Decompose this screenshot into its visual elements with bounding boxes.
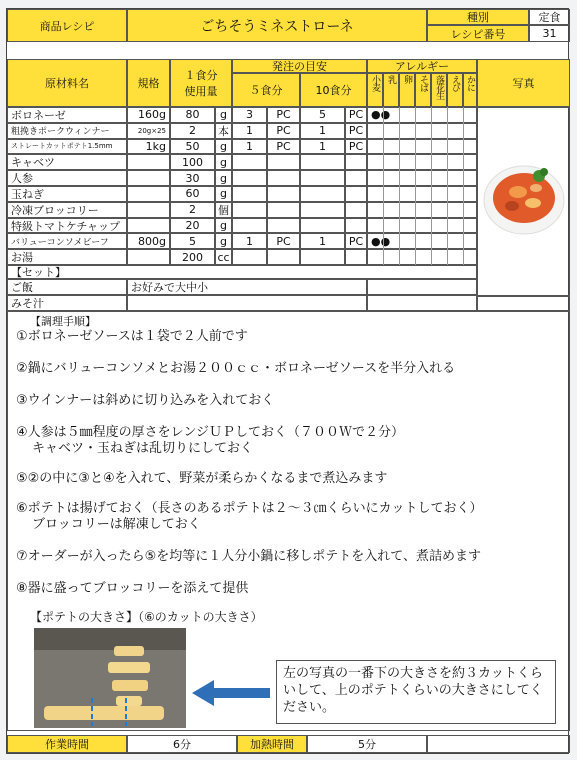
cell-name: 粗挽きポークウィンナー — [7, 123, 127, 139]
step-8: ⑧器に盛ってブロッコリーを添えて提供 — [16, 581, 249, 596]
cell-u10: PC — [345, 139, 367, 155]
ingredient-row — [7, 123, 477, 139]
allergen-col-4 — [431, 73, 447, 107]
cell-u5: PC — [267, 123, 300, 139]
cell-spec — [127, 249, 170, 265]
cell-o5 — [232, 218, 267, 234]
recipe-no-label: レシピ番号 — [427, 25, 529, 42]
cell-u10 — [345, 170, 367, 186]
cell-spec: 1kg — [127, 139, 170, 155]
cell-unit: 本 — [215, 123, 232, 139]
step-1: ①ボロネーゼソースは１袋で２人前です — [16, 329, 248, 344]
cell-allergy — [367, 139, 477, 155]
allergen-col-6 — [463, 73, 477, 107]
cell-qty: 2 — [170, 202, 215, 218]
cell-allergy — [367, 170, 477, 186]
cell-o10 — [300, 186, 345, 202]
cell-u10 — [345, 218, 367, 234]
heat-time-value: 5分 — [307, 735, 427, 753]
cell-allergy — [367, 218, 477, 234]
cell-o5 — [232, 202, 267, 218]
cell-allergy: ●● — [367, 233, 477, 249]
cell-name: 冷凍ブロッコリー — [7, 202, 127, 218]
cell-spec — [127, 186, 170, 202]
cell-allergy: ●● — [367, 107, 477, 123]
set-rice: ご飯 — [7, 279, 127, 295]
cell-qty: 200 — [170, 249, 215, 265]
type-label: 種別 — [427, 9, 529, 25]
heat-time-label: 加熱時間 — [237, 735, 307, 753]
cell-spec: 160g — [127, 107, 170, 123]
cell-spec — [127, 202, 170, 218]
cell-u5 — [267, 202, 300, 218]
potato-photo — [34, 628, 186, 728]
type-value: 定食 — [529, 9, 570, 25]
cell-o5: 1 — [232, 233, 267, 249]
cell-u5: PC — [267, 107, 300, 123]
step-5: ⑤②の中に③と④を入れて、野菜が柔らかくなるまで煮込みます — [16, 471, 388, 486]
cell-u10: PC — [345, 123, 367, 139]
ingredient-row — [7, 154, 477, 170]
potato-heading: 【ポテトの大きさ】（⑥のカットの大きさ） — [30, 610, 263, 624]
step-3: ③ウインナーは斜めに切り込みを入れておく — [16, 393, 275, 408]
cell-unit: g — [215, 170, 232, 186]
cell-unit: 個 — [215, 202, 232, 218]
cell-allergy — [367, 202, 477, 218]
col-ingredient: 原材料名 — [7, 59, 127, 107]
cell-o10: 1 — [300, 139, 345, 155]
potato-note: 左の写真の一番下の大きさを約３カットくらいして、上のポテトくらいの大きさにしてください。 — [276, 660, 556, 724]
cell-qty: 2 — [170, 123, 215, 139]
cell-unit: g — [215, 218, 232, 234]
cell-o5 — [232, 170, 267, 186]
allergen-col-0 — [367, 73, 383, 107]
step-6: ⑥ポテトは揚げておく（長さのあるポテトは２～３㎝くらいにカットしておく） — [16, 501, 483, 516]
recipe-title: ごちそうミネストローネ — [127, 9, 427, 42]
cell-spec — [127, 154, 170, 170]
recipe-no-value: 31 — [529, 25, 570, 42]
cell-allergy — [367, 249, 477, 265]
cell-o10 — [300, 249, 345, 265]
dish-photo-cell — [477, 107, 570, 297]
category-label: 商品レシピ — [7, 9, 127, 42]
allergen-label: えび — [450, 75, 460, 91]
ingredient-row — [7, 170, 477, 186]
cell-unit: g — [215, 233, 232, 249]
cell-o5 — [232, 249, 267, 265]
cell-u5 — [267, 249, 300, 265]
cell-o10 — [300, 202, 345, 218]
ingredient-row — [7, 139, 477, 155]
cell-unit: g — [215, 186, 232, 202]
cell-o10 — [300, 170, 345, 186]
cell-u10: PC — [345, 107, 367, 123]
set-miso: みそ汁 — [7, 295, 127, 311]
cell-o5: 3 — [232, 107, 267, 123]
cell-name: 玉ねぎ — [7, 186, 127, 202]
col-photo: 写真 — [477, 59, 570, 107]
cell-u10: PC — [345, 233, 367, 249]
col-per-serving: １食分 使用量 — [170, 59, 232, 107]
cell-spec: 800g — [127, 233, 170, 249]
cell-u5 — [267, 218, 300, 234]
cell-u5 — [267, 170, 300, 186]
cell-u5 — [267, 154, 300, 170]
cell-o10 — [300, 154, 345, 170]
allergen-label: 小麦 — [370, 75, 380, 91]
cell-u10 — [345, 154, 367, 170]
ingredient-row — [7, 249, 477, 265]
cell-spec: 20g×25 — [127, 123, 170, 139]
allergen-label: かに — [465, 75, 475, 91]
cell-spec — [127, 170, 170, 186]
cell-name: 特級トマトケチャップ — [7, 218, 127, 234]
cell-o5 — [232, 186, 267, 202]
cell-qty: 60 — [170, 186, 215, 202]
allergen-label: 卵 — [402, 75, 412, 83]
cell-o5: 1 — [232, 139, 267, 155]
dish-photo — [478, 108, 569, 296]
cell-qty: 30 — [170, 170, 215, 186]
set-heading: 【セット】 — [7, 265, 477, 279]
set-miso-blank — [127, 295, 367, 311]
footer-blank — [427, 735, 570, 753]
cell-qty: 100 — [170, 154, 215, 170]
cell-name: ストレートカットポテト1.5mm — [7, 139, 127, 155]
cell-u10 — [345, 186, 367, 202]
cell-name: キャベツ — [7, 154, 127, 170]
ingredient-row — [7, 186, 477, 202]
recipe-sheet — [6, 8, 569, 754]
col-ten: 10食分 — [300, 73, 367, 107]
cell-qty: 80 — [170, 107, 215, 123]
cell-o10: 1 — [300, 233, 345, 249]
cell-u5: PC — [267, 139, 300, 155]
cell-u5 — [267, 186, 300, 202]
allergen-label: 乳 — [386, 75, 396, 83]
step-4: ④人参は５㎜程度の厚さをレンジＵＰしておく（７００Ｗで２分） — [16, 425, 405, 440]
work-time-value: 6分 — [127, 735, 237, 753]
cell-qty: 50 — [170, 139, 215, 155]
cell-spec — [127, 218, 170, 234]
step-6-sub: ブロッコリーは解凍しておく — [32, 517, 201, 532]
cell-qty: 5 — [170, 233, 215, 249]
set-photo-blank — [477, 295, 570, 311]
cell-qty: 20 — [170, 218, 215, 234]
col-allergy: アレルギー — [367, 59, 477, 73]
work-time-label: 作業時間 — [7, 735, 127, 753]
allergen-col-3 — [415, 73, 431, 107]
cell-name: 人参 — [7, 170, 127, 186]
cell-unit: g — [215, 154, 232, 170]
set-miso-blank2 — [367, 295, 477, 311]
steps-heading: 【調理手順】 — [30, 315, 96, 328]
step-2: ②鍋にバリューコンソメとお湯２００ｃｃ・ボロネーゼソースを半分入れる — [16, 361, 456, 376]
cell-allergy — [367, 123, 477, 139]
cell-name: ボロネーゼ — [7, 107, 127, 123]
step-7: ⑦オーダーが入ったら⑤を均等に１人分小鍋に移しポテトを入れて、煮詰めます — [16, 549, 482, 564]
cell-o10: 5 — [300, 107, 345, 123]
allergen-col-5 — [447, 73, 463, 107]
set-rice-note: お好みで大中小 — [127, 279, 367, 295]
col-five: ５食分 — [232, 73, 300, 107]
cell-unit: g — [215, 107, 232, 123]
allergen-label: そば — [418, 75, 428, 91]
cell-o5 — [232, 154, 267, 170]
cell-name: お湯 — [7, 249, 127, 265]
set-rice-blank — [367, 279, 477, 295]
cell-unit: cc — [215, 249, 232, 265]
cell-o10 — [300, 218, 345, 234]
cell-o10: 1 — [300, 123, 345, 139]
arrow-left-icon — [192, 680, 272, 706]
ingredient-row — [7, 107, 477, 123]
cell-u5: PC — [267, 233, 300, 249]
cell-unit: g — [215, 139, 232, 155]
cell-u10 — [345, 202, 367, 218]
allergen-label: 落花生 — [434, 75, 444, 99]
cell-allergy — [367, 154, 477, 170]
steps-box — [7, 311, 570, 731]
ingredient-row — [7, 233, 477, 249]
cell-name: バリューコンソメビーフ — [7, 233, 127, 249]
allergen-col-1 — [383, 73, 399, 107]
ingredient-row — [7, 218, 477, 234]
cell-u10 — [345, 249, 367, 265]
ingredient-row — [7, 202, 477, 218]
cell-allergy — [367, 186, 477, 202]
col-order-guide: 発注の目安 — [232, 59, 367, 73]
col-spec: 規格 — [127, 59, 170, 107]
step-4-sub: キャベツ・玉ねぎは乱切りにしておく — [32, 441, 254, 456]
allergen-col-2 — [399, 73, 415, 107]
cell-o5: 1 — [232, 123, 267, 139]
